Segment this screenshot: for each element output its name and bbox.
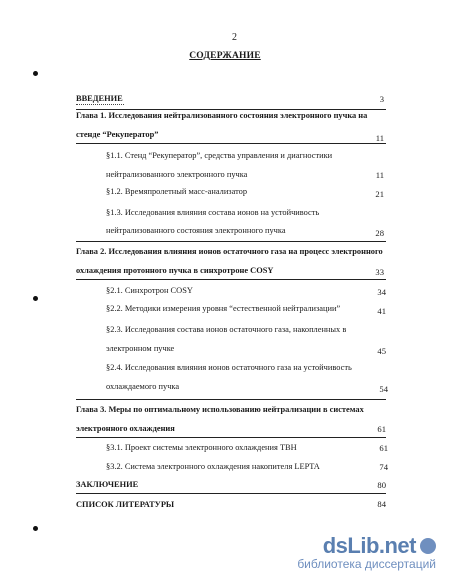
toc-intro-label[interactable]: ВВЕДЕНИЕ — [76, 94, 123, 103]
chapter-3-top-rule — [76, 399, 386, 400]
toc-s13-line2[interactable]: нейтрализованного состояния электронного пучка — [106, 226, 286, 235]
toc-s21[interactable]: §2.1. Синхротрон COSY — [106, 286, 193, 295]
toc-s23-line1[interactable]: §2.3. Исследования состава ионов остаточного газа, накопленных в — [106, 325, 347, 334]
toc-ch1-line1[interactable]: Глава 1. Исследования нейтрализованного состояния электронного пучка на — [76, 111, 368, 120]
watermark-subtitle: библиотека диссертаций — [297, 557, 436, 571]
chapter-1-top-rule — [76, 109, 386, 110]
toc-s11-line2[interactable]: нейтрализованного электронного пучка — [106, 170, 248, 179]
toc-ch2-line1[interactable]: Глава 2. Исследования влияния ионов остаточного газа на процесс электронного — [76, 247, 383, 256]
toc-s31-page: 61 — [379, 443, 388, 453]
toc-ch3-line2[interactable]: электронного охлаждения — [76, 424, 175, 433]
toc-s12[interactable]: §1.2. Времяпролетный масс-анализатор — [106, 187, 248, 196]
toc-ch3-line1[interactable]: Глава 3. Меры по оптимальному использованию нейтрализации в системах — [76, 405, 364, 414]
toc-conclusion-page: 80 — [377, 480, 386, 490]
toc-s24-line2[interactable]: охлаждаемого пучка — [106, 382, 180, 391]
toc-s11-page: 11 — [375, 170, 384, 180]
toc-ch2-line2[interactable]: охлаждения протонного пучка в синхротроне COSY — [76, 266, 274, 275]
chapter-2-bottom-rule — [76, 279, 386, 280]
toc-title: СОДЕРЖАНИЕ — [189, 51, 261, 61]
toc-intro-page: 3 — [379, 94, 384, 104]
toc-s21-page: 34 — [377, 287, 386, 297]
punch-hole-bullet — [33, 71, 38, 76]
globe-icon — [420, 538, 436, 554]
watermark-logo — [297, 533, 436, 559]
toc-s22[interactable]: §2.2. Методики измерения уровня “естественной нейтрализации” — [106, 304, 341, 313]
toc-s13-line1[interactable]: §1.3. Исследования влияния состава ионов на устойчивость — [106, 208, 320, 217]
chapter-2-top-rule — [76, 241, 386, 242]
toc-s13-page: 28 — [375, 228, 384, 238]
toc-s23-page: 45 — [377, 346, 386, 356]
toc-references-label[interactable]: СПИСОК ЛИТЕРАТУРЫ — [76, 500, 175, 509]
toc-s32[interactable]: §3.2. Система электронного охлаждения накопителя LEPTA — [106, 462, 320, 471]
toc-conclusion-label[interactable]: ЗАКЛЮЧЕНИЕ — [76, 480, 139, 489]
toc-s32-page: 74 — [379, 462, 388, 472]
page-number: 2 — [232, 32, 237, 43]
conclusion-rule — [76, 493, 386, 494]
toc-s24-page: 54 — [379, 384, 388, 394]
punch-hole-bullet — [33, 526, 38, 531]
toc-ch1-line2[interactable]: стенде “Рекуператор” — [76, 130, 159, 139]
watermark-logo-text: dsLib.net — [322, 533, 416, 558]
chapter-3-bottom-rule — [76, 437, 386, 438]
toc-s31[interactable]: §3.1. Проект системы электронного охлаждения ТВН — [106, 443, 297, 452]
toc-ch1-page: 11 — [375, 133, 384, 143]
toc-ch2-page: 33 — [375, 267, 384, 277]
toc-s12-page: 21 — [375, 189, 384, 199]
toc-s23-line2[interactable]: электронном пучке — [106, 344, 175, 353]
watermark[interactable] — [297, 533, 436, 571]
toc-references-page: 84 — [377, 499, 386, 509]
toc-ch3-page: 61 — [377, 424, 386, 434]
toc-s11-line1[interactable]: §1.1. Стенд “Рекуператор”, средства управления и диагностики — [106, 151, 333, 160]
punch-hole-bullet — [33, 296, 38, 301]
toc-s24-line1[interactable]: §2.4. Исследования влияния ионов остаточного газа на устойчивость — [106, 363, 352, 372]
chapter-1-bottom-rule — [76, 143, 386, 144]
toc-s22-page: 41 — [377, 306, 386, 316]
